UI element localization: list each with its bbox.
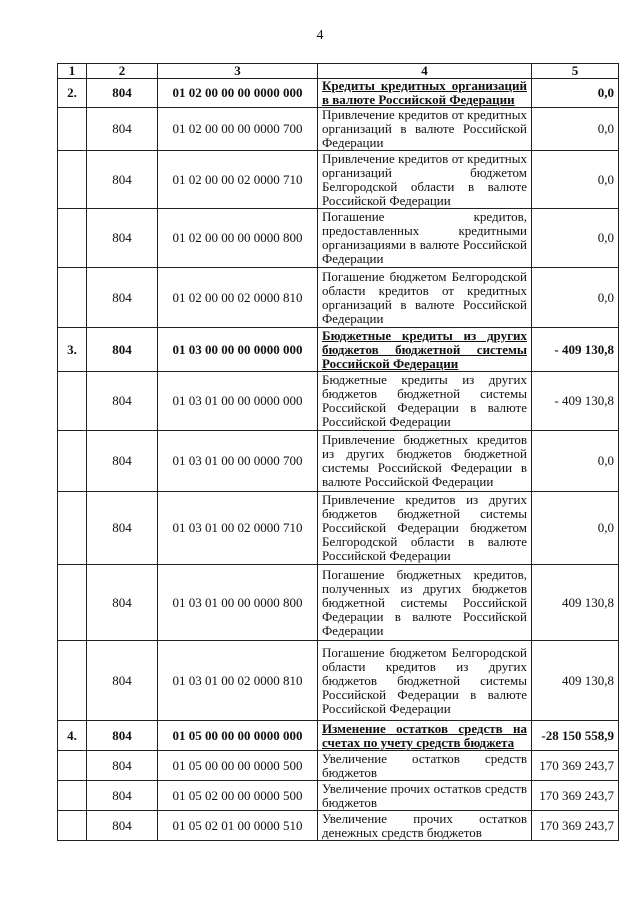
- table-row: [58, 721, 619, 751]
- source-name-cell: Погашение кредитов, предоставленных кредитными организациями в валюте Российской Федерации: [318, 209, 532, 268]
- amount-cell: 0,0: [532, 268, 619, 328]
- amount-cell: 0,0: [532, 108, 619, 151]
- source-name-cell: Кредиты кредитных организаций в валюте Российской Федерации: [318, 79, 532, 108]
- admin-code-cell: 804: [87, 431, 158, 492]
- classification-code-cell: 01 03 01 00 00 0000 800: [158, 565, 318, 641]
- table-row: [58, 268, 619, 328]
- source-name-cell: Увеличение прочих остатков денежных средств бюджетов: [318, 811, 532, 841]
- column-header-4: 4: [318, 64, 532, 79]
- source-name-cell: Погашение бюджетом Белгородской области кредитов от кредитных организаций в валюте Российской Федерации: [318, 268, 532, 328]
- amount-cell: 0,0: [532, 209, 619, 268]
- admin-code-cell: 804: [87, 151, 158, 209]
- row-number-cell: [58, 641, 87, 721]
- admin-code-cell: 804: [87, 372, 158, 431]
- table-header-row: [58, 64, 619, 79]
- admin-code-cell: 804: [87, 721, 158, 751]
- admin-code-cell: 804: [87, 209, 158, 268]
- admin-code-cell: 804: [87, 781, 158, 811]
- table-body: [58, 79, 619, 841]
- source-name-cell: Изменение остатков средств на счетах по учету средств бюджета: [318, 721, 532, 751]
- amount-cell: 170 369 243,7: [532, 751, 619, 781]
- row-number-cell: [58, 372, 87, 431]
- amount-cell: 0,0: [532, 79, 619, 108]
- table-row: [58, 641, 619, 721]
- row-number-cell: [58, 781, 87, 811]
- amount-cell: - 409 130,8: [532, 372, 619, 431]
- classification-code-cell: 01 02 00 00 00 0000 700: [158, 108, 318, 151]
- amount-cell: 0,0: [532, 492, 619, 565]
- classification-code-cell: 01 02 00 00 02 0000 810: [158, 268, 318, 328]
- row-number-cell: [58, 431, 87, 492]
- source-name-cell: Привлечение кредитов от кредитных организаций в валюте Российской Федерации: [318, 108, 532, 151]
- classification-code-cell: 01 05 02 01 00 0000 510: [158, 811, 318, 841]
- admin-code-cell: 804: [87, 751, 158, 781]
- row-number-cell: [58, 811, 87, 841]
- amount-cell: 409 130,8: [532, 565, 619, 641]
- source-name-cell: Бюджетные кредиты из других бюджетов бюджетной системы Российской Федерации: [318, 328, 532, 372]
- admin-code-cell: 804: [87, 565, 158, 641]
- admin-code-cell: 804: [87, 79, 158, 108]
- column-header-3: 3: [158, 64, 318, 79]
- classification-code-cell: 01 02 00 00 00 0000 800: [158, 209, 318, 268]
- admin-code-cell: 804: [87, 811, 158, 841]
- admin-code-cell: 804: [87, 641, 158, 721]
- admin-code-cell: 804: [87, 268, 158, 328]
- table-row: [58, 328, 619, 372]
- source-name-cell: Увеличение остатков средств бюджетов: [318, 751, 532, 781]
- admin-code-cell: 804: [87, 492, 158, 565]
- amount-cell: 170 369 243,7: [532, 781, 619, 811]
- column-header-1: 1: [58, 64, 87, 79]
- classification-code-cell: 01 03 01 00 00 0000 700: [158, 431, 318, 492]
- table-row: [58, 151, 619, 209]
- classification-code-cell: 01 05 02 00 00 0000 500: [158, 781, 318, 811]
- row-number-cell: 3.: [58, 328, 87, 372]
- table-row: [58, 108, 619, 151]
- amount-cell: 0,0: [532, 151, 619, 209]
- amount-cell: 409 130,8: [532, 641, 619, 721]
- amount-cell: - 409 130,8: [532, 328, 619, 372]
- classification-code-cell: 01 05 00 00 00 0000 500: [158, 751, 318, 781]
- row-number-cell: [58, 108, 87, 151]
- table-row: [58, 209, 619, 268]
- source-name-cell: Привлечение бюджетных кредитов из других бюджетов бюджетной системы Российской Федерации в валюте Российской Федерации: [318, 431, 532, 492]
- row-number-cell: 2.: [58, 79, 87, 108]
- table-row: [58, 372, 619, 431]
- sources-of-financing-table: [57, 63, 619, 841]
- admin-code-cell: 804: [87, 328, 158, 372]
- table-row: [58, 492, 619, 565]
- amount-cell: 170 369 243,7: [532, 811, 619, 841]
- page-number: 4: [316, 28, 324, 43]
- source-name-cell: Привлечение кредитов от кредитных организаций бюджетом Белгородской области в валюте Российской Федерации: [318, 151, 532, 209]
- row-number-cell: [58, 565, 87, 641]
- amount-cell: -28 150 558,9: [532, 721, 619, 751]
- admin-code-cell: 804: [87, 108, 158, 151]
- classification-code-cell: 01 05 00 00 00 0000 000: [158, 721, 318, 751]
- classification-code-cell: 01 02 00 00 00 0000 000: [158, 79, 318, 108]
- table-row: [58, 751, 619, 781]
- classification-code-cell: 01 03 01 00 02 0000 810: [158, 641, 318, 721]
- column-header-5: 5: [532, 64, 619, 79]
- classification-code-cell: 01 03 01 00 02 0000 710: [158, 492, 318, 565]
- amount-cell: 0,0: [532, 431, 619, 492]
- column-header-2: 2: [87, 64, 158, 79]
- classification-code-cell: 01 03 01 00 00 0000 000: [158, 372, 318, 431]
- source-name-cell: Погашение бюджетом Белгородской области кредитов из других бюджетов бюджетной системы Российской Федерации в валюте Российской Федерации: [318, 641, 532, 721]
- row-number-cell: [58, 751, 87, 781]
- table-row: [58, 565, 619, 641]
- source-name-cell: Увеличение прочих остатков средств бюджетов: [318, 781, 532, 811]
- source-name-cell: Привлечение кредитов из других бюджетов бюджетной системы Российской Федерации бюджетом Белгородской области в валюте Российской Федерации: [318, 492, 532, 565]
- table-row: [58, 811, 619, 841]
- table-row: [58, 781, 619, 811]
- table-row: [58, 79, 619, 108]
- row-number-cell: [58, 268, 87, 328]
- row-number-cell: 4.: [58, 721, 87, 751]
- table-row: [58, 431, 619, 492]
- row-number-cell: [58, 492, 87, 565]
- row-number-cell: [58, 209, 87, 268]
- source-name-cell: Погашение бюджетных кредитов, полученных из других бюджетов бюджетной системы Российской Федерации в валюте Российской Федерации: [318, 565, 532, 641]
- source-name-cell: Бюджетные кредиты из других бюджетов бюджетной системы Российской Федерации в валюте Российской Федерации: [318, 372, 532, 431]
- classification-code-cell: 01 03 00 00 00 0000 000: [158, 328, 318, 372]
- row-number-cell: [58, 151, 87, 209]
- classification-code-cell: 01 02 00 00 02 0000 710: [158, 151, 318, 209]
